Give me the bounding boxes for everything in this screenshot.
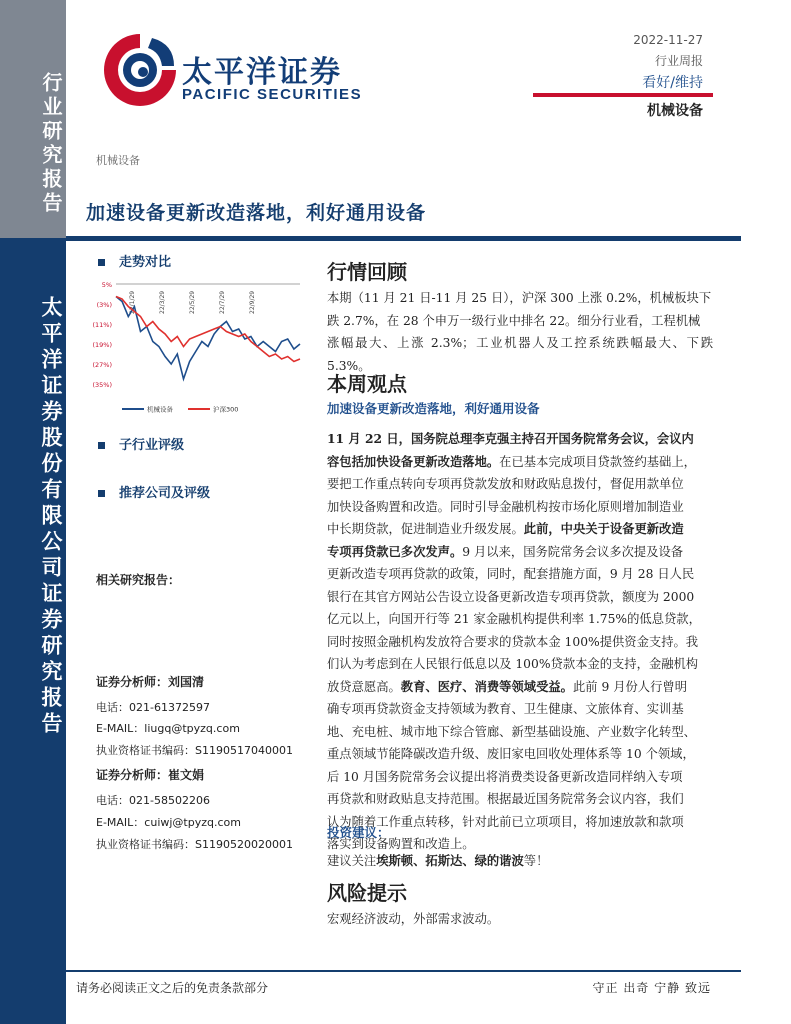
industry: 机械设备 bbox=[647, 103, 703, 119]
weekly-view-line: 们认为考虑到在人民银行低息以及 100%贷款本金的支持，金融机构 bbox=[327, 657, 699, 671]
sidebar-top-label: 行业研究报告 bbox=[39, 72, 63, 216]
x-tick-label: 22/7/29 bbox=[219, 290, 226, 314]
y-tick-label: (27%) bbox=[92, 361, 112, 369]
y-tick-label: (3%) bbox=[96, 301, 112, 309]
weekly-view-line: 落实到设备购置和改造上。 bbox=[327, 837, 475, 851]
legend-label: 沪深300 bbox=[213, 405, 239, 414]
weekly-view-subtitle: 加速设备更新改造落地，利好通用设备 bbox=[327, 401, 540, 416]
footer-disclaimer: 请务必阅读正文之后的免责条款部分 bbox=[76, 981, 269, 995]
weekly-view-line: 后 10 月国务院常务会议提出将消费类设备更新改造同样纳入专项 bbox=[327, 769, 683, 784]
x-tick-label: 22/3/29 bbox=[159, 290, 166, 314]
weekly-view-line: 银行在其官方网站公告设立设备更新改造专项再贷款，额度为 2000 bbox=[327, 589, 695, 604]
analyst-2-phone: 电话：021-58502206 bbox=[96, 794, 210, 807]
weekly-view-line: 重点领域节能降碳改造升级、废旧家电回收处理体系等 10 个领域， bbox=[327, 747, 695, 761]
analyst-1: 证券分析师：刘国清 bbox=[96, 675, 205, 689]
weekly-view-line: 确专项再贷款资金支持领域为教育、卫生健康、文旅体育、实训基 bbox=[327, 702, 684, 716]
analyst-2-email[interactable]: E-MAIL：cuiwj@tpyzq.com bbox=[96, 816, 241, 829]
invest-advice-label: 投资建议： bbox=[327, 825, 390, 840]
series-line-machinery bbox=[116, 297, 300, 380]
related-reports-heading: 相关研究报告： bbox=[96, 573, 181, 587]
weekly-view-line: 中长期贷款，促进制造业升级发展。此前，中央关于设备更新改造 bbox=[327, 521, 684, 536]
trend-heading: 走势对比 bbox=[98, 251, 171, 270]
analyst-2: 证券分析师：崔文娟 bbox=[96, 768, 205, 782]
weekly-view-line: 11 月 22 日，国务院总理李克强主持召开国务院常务会议，会议内 bbox=[327, 431, 694, 446]
risk-text: 宏观经济波动，外部需求波动。 bbox=[327, 912, 500, 926]
market-review-line: 本期（11 月 21 日-11 月 25 日），沪深 300 上涨 0.2%，机械板块下 bbox=[327, 291, 712, 305]
subindustry-heading: 子行业评级 bbox=[98, 434, 184, 453]
pacific-logo-icon bbox=[100, 30, 180, 110]
weekly-view-line: 地、充电桩、城市地下综合管廊、新型基础设施、产业数字化转型、 bbox=[327, 724, 696, 739]
market-review-line: 涨幅最大、上涨 2.3%；工业机器人及工控系统跌幅最大、下跌 5.3%。 bbox=[327, 336, 713, 373]
weekly-view-line: 加快设备购置和改造。同时引导金融机构按市场化原则增加制造业 bbox=[327, 499, 684, 514]
y-tick-label: (19%) bbox=[92, 341, 112, 349]
weekly-view-line: 再贷款和财政贴息支持范围。根据最近国务院常务会议内容，我们 bbox=[327, 792, 684, 806]
weekly-view-text bbox=[327, 428, 713, 856]
analyst-1-cert: 执业资格证书编码：S1190517040001 bbox=[96, 744, 293, 757]
analyst-1-email[interactable]: E-MAIL：liugq@tpyzq.com bbox=[96, 722, 240, 735]
analyst-1-phone: 电话：021-61372597 bbox=[96, 701, 210, 714]
report-type: 行业周报 bbox=[654, 54, 703, 68]
weekly-view-line: 更新改造专项再贷款的政策，同时，配套措施方面，9 月 28 日人民 bbox=[327, 567, 695, 581]
analyst-2-cert: 执业资格证书编码：S1190520020001 bbox=[96, 838, 293, 851]
footer-divider bbox=[66, 970, 741, 972]
title-divider bbox=[66, 236, 741, 241]
weekly-view-line: 同时按照金融机构发放符合要求的贷款本金 100%提供资金支持。我 bbox=[327, 634, 699, 649]
weekly-view-line: 认为随着工作重点转移，针对此前已立项项目，将加速放款和款项 bbox=[327, 814, 684, 829]
report-date: 2022-11-27 bbox=[633, 33, 703, 47]
trend-chart bbox=[86, 278, 308, 418]
y-tick-label: (35%) bbox=[92, 381, 112, 389]
x-tick-label: 22/1/29 bbox=[129, 290, 136, 314]
weekly-view-line: 放贷意愿高。教育、医疗、消费等领域受益。此前 9 月份人行曾明 bbox=[327, 678, 687, 694]
weekly-view-line: 要把工作重点转向专项再贷款发放和财政贴息拨付，督促用款单位 bbox=[327, 477, 684, 491]
market-review-text bbox=[327, 287, 713, 377]
x-tick-label: 22/9/29 bbox=[249, 290, 256, 314]
risk-heading: 风险提示 bbox=[327, 881, 407, 905]
rating: 看好/维持 bbox=[642, 75, 703, 91]
breadcrumb: 机械设备 bbox=[96, 154, 140, 167]
market-review-line: 跌 2.7%，在 28 个申万一级行业中排名 22。细分行业看，工程机械 bbox=[327, 313, 701, 328]
market-review-heading: 行情回顾 bbox=[327, 260, 407, 284]
weekly-view-line: 亿元以上，向国开行等 21 家金融机构提供利率 1.75%的低息贷款， bbox=[327, 612, 701, 626]
legend-label: 机械设备 bbox=[147, 405, 173, 414]
y-tick-label: (11%) bbox=[92, 321, 112, 329]
footer-motto: 守正 出奇 宁静 致远 bbox=[592, 981, 711, 995]
page-title: 加速设备更新改造落地，利好通用设备 bbox=[86, 202, 427, 224]
x-tick-label: 22/5/29 bbox=[189, 290, 196, 314]
sidebar-bottom-label: 太平洋证券股份有限公司证券研究报告 bbox=[39, 296, 63, 738]
weekly-view-line: 专项再贷款已多次发声。9 月以来，国务院常务会议多次提及设备 bbox=[327, 543, 684, 559]
brand-name-cn: 太平洋证券 bbox=[182, 55, 342, 90]
weekly-view-heading: 本周观点 bbox=[327, 372, 407, 396]
recommend-heading: 推荐公司及评级 bbox=[98, 482, 210, 501]
invest-advice-text: 建议关注埃斯顿、拓斯达、绿的谐波等！ bbox=[327, 853, 549, 868]
weekly-view-line: 容包括加快设备更新改造落地。在已基本完成项目贷款签约基础上， bbox=[327, 453, 696, 469]
header-red-bar bbox=[533, 93, 713, 97]
y-tick-label: 5% bbox=[101, 281, 112, 289]
brand-name-en: PACIFIC SECURITIES bbox=[182, 86, 363, 103]
